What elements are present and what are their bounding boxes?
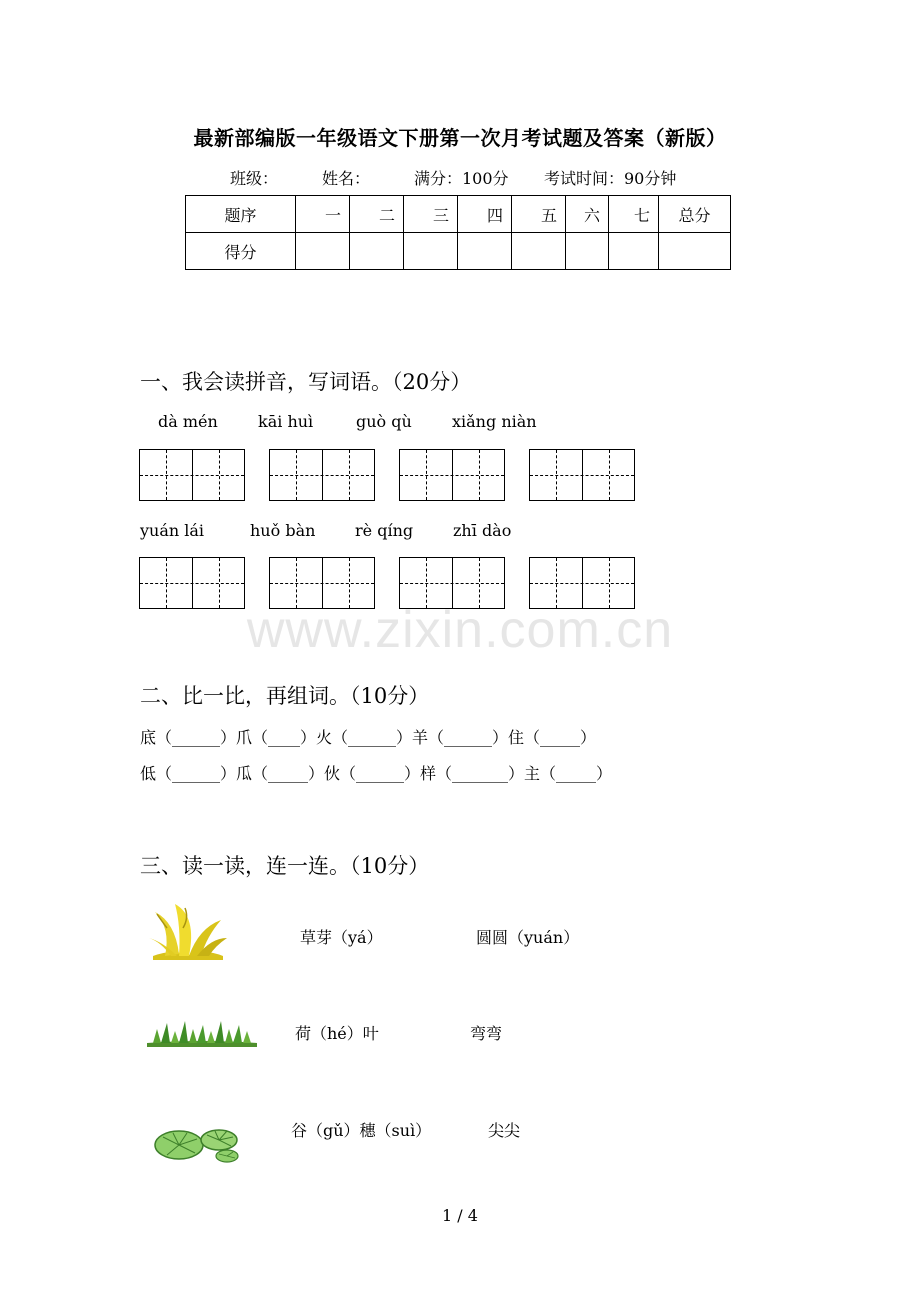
compare-row-1: 底（______）爪（____）火（______）羊（______）住（_____） <box>140 728 597 747</box>
score-input-cell[interactable] <box>404 233 458 270</box>
table-cell: 三 <box>404 196 458 233</box>
score-input-cell[interactable] <box>609 233 659 270</box>
full-score: 满分：100分 <box>414 169 509 188</box>
score-input-cell[interactable] <box>458 233 512 270</box>
compare-row-2: 低（______）瓜（_____）伙（______）样（_______）主（_____） <box>140 764 613 783</box>
pinyin-item: rè qíng <box>355 521 414 540</box>
pinyin-item: guò qù <box>356 412 412 431</box>
grass-sprout-icon[interactable] <box>145 1015 260 1051</box>
pinyin-item: dà mén <box>158 412 218 431</box>
score-input-cell[interactable] <box>296 233 350 270</box>
table-cell: 题序 <box>186 196 296 233</box>
table-cell: 七 <box>609 196 659 233</box>
match-right-item[interactable]: 尖尖 <box>488 1121 521 1140</box>
pinyin-item: xiǎng niàn <box>452 412 537 431</box>
score-table-header-row <box>186 196 731 233</box>
score-table <box>185 195 731 270</box>
table-cell: 六 <box>566 196 609 233</box>
pinyin-item: zhī dào <box>453 521 512 540</box>
grain-ear-icon[interactable] <box>145 898 230 962</box>
match-left-item[interactable]: 荷（hé）叶 <box>295 1024 379 1043</box>
writing-grid[interactable] <box>399 449 505 501</box>
score-table-score-row <box>186 233 731 270</box>
writing-grid[interactable] <box>139 449 245 501</box>
pinyin-item: yuán lái <box>140 521 205 540</box>
score-input-cell[interactable] <box>350 233 404 270</box>
score-input-cell[interactable] <box>566 233 609 270</box>
section-2-heading: 二、比一比，再组词。（10分） <box>140 684 430 708</box>
table-cell: 二 <box>350 196 404 233</box>
match-right-item[interactable]: 弯弯 <box>470 1024 503 1043</box>
table-cell: 得分 <box>186 233 296 270</box>
exam-time: 考试时间：90分钟 <box>544 169 677 188</box>
score-input-cell[interactable] <box>659 233 731 270</box>
section-3-heading: 三、读一读，连一连。（10分） <box>140 854 430 878</box>
lotus-leaf-icon[interactable] <box>153 1125 245 1165</box>
pinyin-item: huǒ bàn <box>250 521 316 540</box>
table-cell: 一 <box>296 196 350 233</box>
page-number: 1 / 4 <box>442 1206 478 1225</box>
name-label: 姓名： <box>322 169 371 188</box>
match-right-item[interactable]: 圆圆（yuán） <box>476 928 580 947</box>
match-left-item[interactable]: 谷（gǔ）穗（suì） <box>291 1121 432 1140</box>
writing-grid[interactable] <box>529 449 635 501</box>
class-label: 班级： <box>230 169 279 188</box>
writing-grid[interactable] <box>269 449 375 501</box>
pinyin-item: kāi huì <box>258 412 314 431</box>
page-title: 最新部编版一年级语文下册第一次月考试题及答案（新版） <box>193 126 727 150</box>
match-left-item[interactable]: 草芽（yá） <box>300 928 383 947</box>
table-cell: 总分 <box>659 196 731 233</box>
score-input-cell[interactable] <box>512 233 566 270</box>
watermark: www.zixin.com.cn <box>246 601 674 659</box>
table-cell: 五 <box>512 196 566 233</box>
table-cell: 四 <box>458 196 512 233</box>
section-1-heading: 一、我会读拼音，写词语。（20分） <box>140 370 472 394</box>
